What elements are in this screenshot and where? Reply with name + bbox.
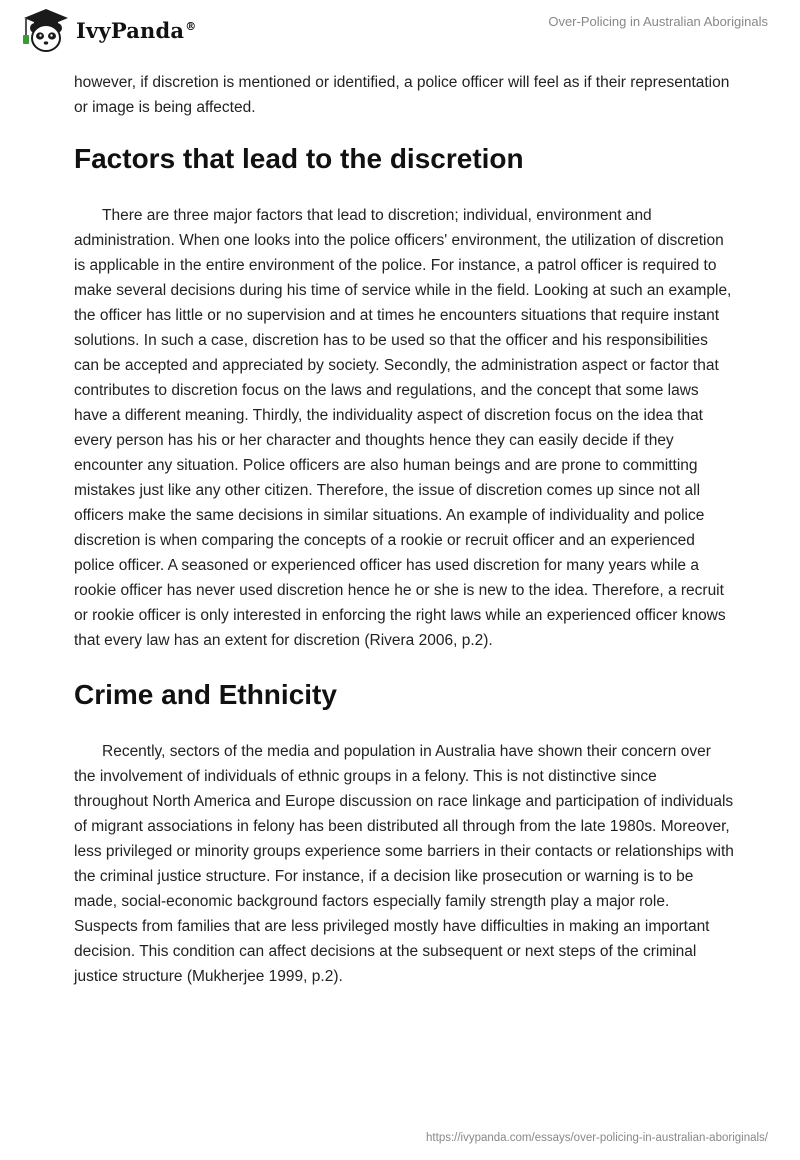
brand-name: IvyPanda®	[76, 17, 197, 43]
intro-paragraph: however, if discretion is mentioned or identified, a police officer will feel as if their representation or image is being affected.	[74, 74, 730, 116]
section-paragraph-factors: There are three major factors that lead to discretion; individual, environment and administration. When one looks into the police officers' environment, the utilization of discretion is applicable in the entire environment of the police. For instance, a patrol officer is required to make several decisions during his time of service while in the field. Looking at such an example, the officer has little or no supervision and at times he encounters situations that require instant solutions. In such a case, discretion has to be used so that the officer and his responsibilities can be accepted and appreciated by society. Secondly, the administration aspect or factor that contributes to discretion focus on the laws and regulations, and the concept that some laws have a different meaning. Thirdly, the individuality aspect of discretion focus on the idea that every person has his or her character and thoughts hence they can easily decide if they encounter any situation. Police officers are also human beings and are prone to committing mistakes just like any other citizen. Therefore, the issue of discretion comes up since not all officers make the same decisions in similar situations. An example of individuality and police discretion is when comparing the concepts of a rookie or recruit officer and an experienced police officer. A seasoned or experienced officer has used discretion for many years while a rookie officer has never used discretion hence he or she is new to the idea. Therefore, a recruit or rookie officer is only interested in enforcing the right laws while an experienced officer knows that every law has an extent for discretion (Rivera 2006, p.2).	[74, 207, 732, 649]
source-url[interactable]: https://ivypanda.com/essays/over-policing-in-australian-aboriginals/	[426, 1132, 768, 1144]
section-heading-crime-ethnicity: Crime and Ethnicity	[74, 679, 337, 710]
panda-graduate-icon	[14, 6, 74, 54]
page-header	[0, 0, 800, 60]
ivypanda-logo[interactable]	[14, 6, 196, 54]
section-heading-factors: Factors that lead to the discretion	[74, 143, 524, 174]
document-title: Over-Policing in Australian Aboriginals	[548, 14, 768, 29]
section-paragraph-crime-ethnicity: Recently, sectors of the media and population in Australia have shown their concern over the involvement of individuals of ethnic groups in a felony. This is not distinctive since throughout North America and Europe discussion on race linkage and participation of individuals of migrant associations in felony has been distributed all through from the late 1980s. Moreover, less privileged or minority groups experience some barriers in their contacts or relationships with the criminal justice structure. For instance, if a decision like prosecution or warning is to be made, social-economic background factors especially family strength play a major role. Suspects from families that are less privileged mostly have difficulties in making an important decision. This condition can affect decisions at the subsequent or next steps of the criminal justice structure (Mukherjee 1999, p.2).	[74, 743, 734, 985]
essay-content	[74, 70, 734, 989]
registered-mark: ®	[185, 19, 197, 33]
